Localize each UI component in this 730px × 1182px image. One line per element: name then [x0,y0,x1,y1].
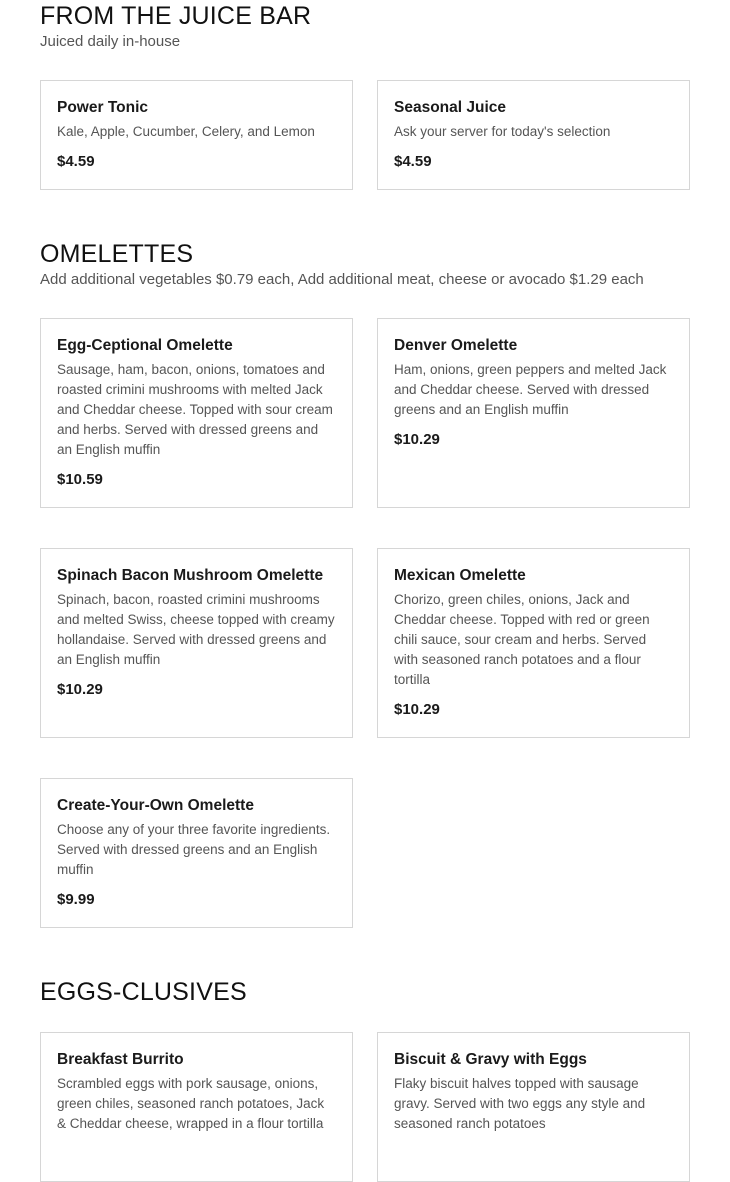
menu-item-description: Chorizo, green chiles, onions, Jack and Cheddar cheese. Topped with red or green chili sauce, sour cream and herbs. Served with seasoned ranch potatoes and a flour tortilla [394,592,650,687]
menu-item-description: Scrambled eggs with pork sausage, onions, green chiles, seasoned ranch potatoes, Jack & Cheddar cheese, wrapped in a flour tortilla [57,1076,325,1131]
menu-item-card[interactable] [40,80,353,190]
menu-item-card[interactable] [377,1032,690,1182]
menu-item-name: Mexican Omelette [394,567,526,584]
section-title: EGGS-CLUSIVES [40,978,247,1006]
menu-item-name: Biscuit & Gravy with Eggs [394,1051,587,1068]
section-title: FROM THE JUICE BAR [40,2,312,30]
section-subtitle: Add additional vegetables $0.79 each, Add additional meat, cheese or avocado $1.29 each [40,271,644,288]
menu-item-price: $10.59 [57,471,103,488]
menu-item-description: Ask your server for today's selection [394,124,611,139]
menu-item-price: $10.29 [394,431,440,448]
section-subtitle: Juiced daily in-house [40,33,181,50]
menu-item-card[interactable] [377,548,690,738]
section-omelettes [40,238,690,928]
menu-item-card[interactable] [40,778,353,928]
menu-item-card[interactable] [377,318,690,508]
menu-item-name: Breakfast Burrito [57,1051,184,1068]
menu-item-description: Choose any of your three favorite ingredients. Served with dressed greens and an English muffin [57,822,331,877]
menu-item-price: $9.99 [57,891,95,908]
menu-item-price: $10.29 [394,701,440,718]
menu-item-name: Create-Your-Own Omelette [57,797,254,814]
menu-item-name: Seasonal Juice [394,99,507,116]
section-title: OMELETTES [40,240,194,268]
menu-item-card[interactable] [377,80,690,190]
menu-item-card[interactable] [40,548,353,738]
menu-item-card[interactable] [40,1032,353,1182]
menu-item-name: Spinach Bacon Mushroom Omelette [57,567,324,584]
menu-item-name: Egg-Ceptional Omelette [57,337,233,354]
menu-item-name: Power Tonic [57,99,149,116]
section-juice-bar [40,0,690,190]
menu-item-description: Ham, onions, green peppers and melted Jack and Cheddar cheese. Served with dressed greens and an English muffin [394,362,667,417]
section-eggs-clusives [40,976,690,1182]
menu-item-price: $4.59 [394,153,432,170]
menu-item-description: Flaky biscuit halves topped with sausage gravy. Served with two eggs any style and seasoned ranch potatoes [394,1076,646,1131]
menu-item-description: Kale, Apple, Cucumber, Celery, and Lemon [57,124,315,139]
menu-item-card[interactable] [40,318,353,508]
menu-item-price: $10.29 [57,681,103,698]
menu-item-description: Spinach, bacon, roasted crimini mushrooms and melted Swiss, cheese topped with creamy hollandaise. Served with dressed greens and an English muffin [57,592,335,667]
menu-item-name: Denver Omelette [394,337,518,354]
menu-item-price: $4.59 [57,153,95,170]
menu-item-description: Sausage, ham, bacon, onions, tomatoes and roasted crimini mushrooms with melted Jack and Cheddar cheese. Topped with sour cream and herbs. Served with dressed greens and an English muffin [57,362,333,457]
